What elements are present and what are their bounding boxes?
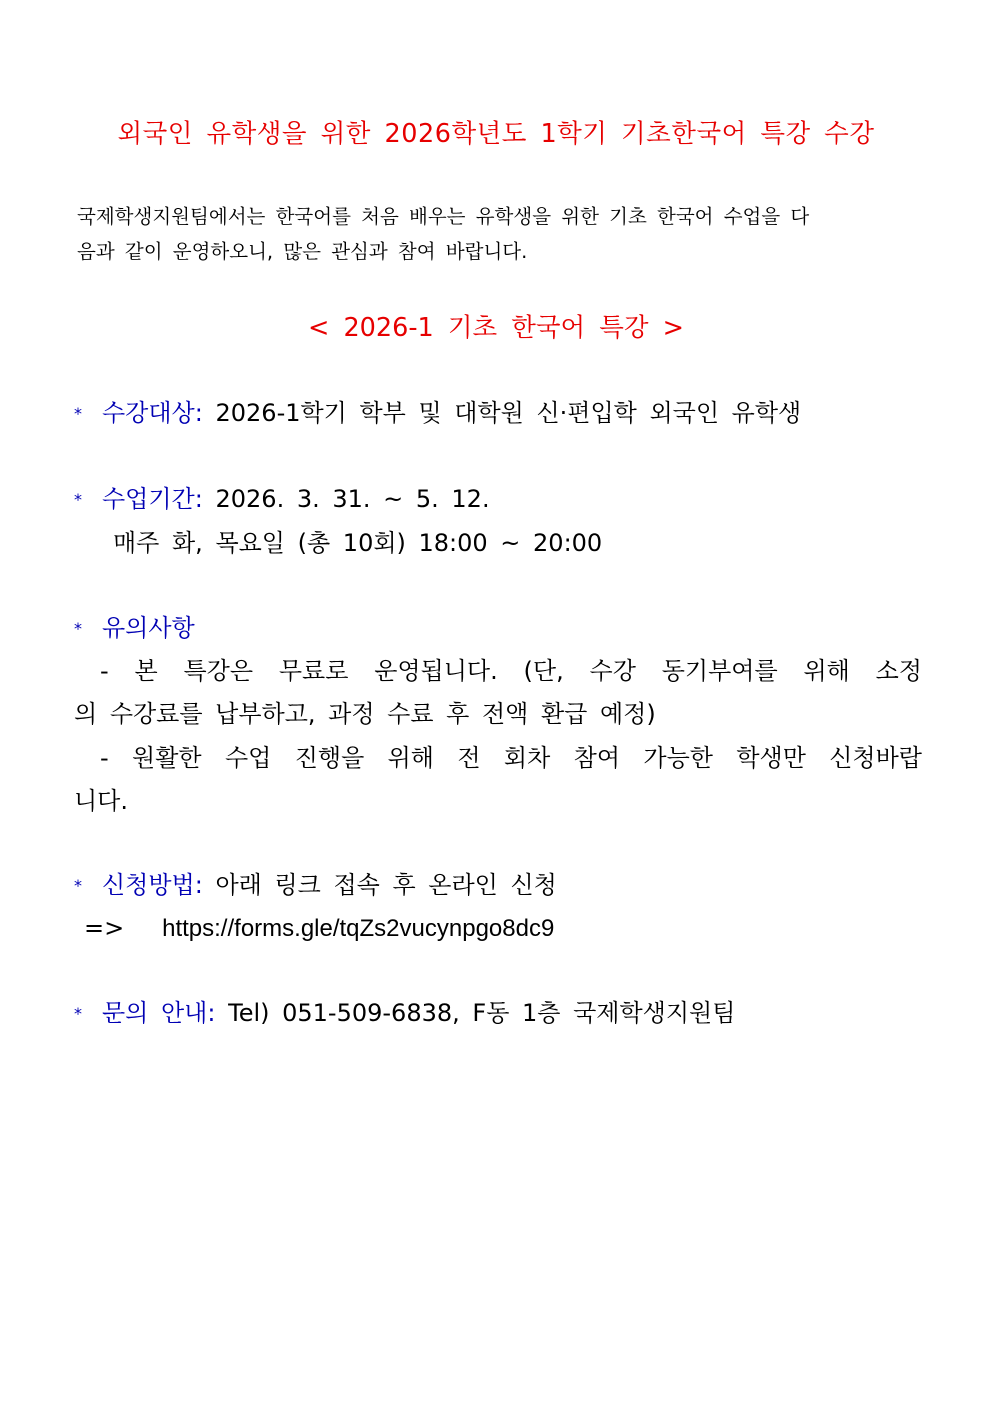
period-dates: 2026. 3. 31. ~ 5. 12. xyxy=(215,485,490,513)
bullet-star-icon: * xyxy=(74,490,82,509)
intro-line-2: 음과 같이 운영하오니, 많은 관심과 참여 바랍니다. xyxy=(77,240,528,263)
period-schedule: 매주 화, 목요일 (총 10회) 18:00 ~ 20:00 xyxy=(113,529,603,557)
note-1-line-1: - 본 특강은 무료로 운영됩니다. (단, 수강 동기부여를 위해 소정 xyxy=(100,657,922,685)
apply-link-row xyxy=(84,906,554,951)
notes-label: 유의사항 xyxy=(102,614,195,642)
target-item: * 수강대상: 2026-1학기 학부 및 대학원 신·편입학 외국인 유학생 xyxy=(74,391,924,436)
apply-value: 아래 링크 접속 후 온라인 신청 xyxy=(215,871,557,899)
contact-value: Tel) 051-509-6838, F동 1층 국제학생지원팀 xyxy=(228,999,736,1027)
target-label: 수강대상 xyxy=(102,399,195,427)
contact-item: * 문의 안내: Tel) 051-509-6838, F동 1층 국제학생지원팀 xyxy=(74,991,924,1036)
contact-label: 문의 안내 xyxy=(102,999,208,1027)
bullet-star-icon: * xyxy=(74,1004,82,1023)
intro-paragraph xyxy=(77,199,923,269)
apply-item: * 신청방법: 아래 링크 접속 후 온라인 신청 xyxy=(74,863,924,908)
note-2-line-1: - 원활한 수업 진행을 위해 전 회차 참여 가능한 학생만 신청바랍 xyxy=(100,744,922,772)
section-subtitle: < 2026-1 기초 한국어 특강 > xyxy=(307,313,684,343)
period-item: * 수업기간: 2026. 3. 31. ~ 5. 12. xyxy=(74,477,924,522)
apply-form-link[interactable]: https://forms.gle/tqZs2vucynpgo8dc9 xyxy=(162,915,555,942)
period-label: 수업기간 xyxy=(102,485,195,513)
notes-item xyxy=(74,606,924,651)
bullet-star-icon: * xyxy=(74,876,82,895)
apply-label: 신청방법 xyxy=(102,871,195,899)
target-value: 2026-1학기 학부 및 대학원 신·편입학 외국인 유학생 xyxy=(215,399,802,427)
bullet-star-icon: * xyxy=(74,404,82,423)
arrow-text: => xyxy=(84,914,125,942)
note-2-line-2: 니다. xyxy=(74,787,128,815)
document-title: 외국인 유학생을 위한 2026학년도 1학기 기초한국어 특강 수강 xyxy=(117,119,875,149)
bullet-star-icon: * xyxy=(74,619,82,638)
intro-line-1: 국제학생지원팀에서는 한국어를 처음 배우는 유학생을 위한 기초 한국어 수업을 다 xyxy=(77,205,810,228)
note-1-line-2: 의 수강료를 납부하고, 과정 수료 후 전액 환급 예정) xyxy=(74,700,656,728)
